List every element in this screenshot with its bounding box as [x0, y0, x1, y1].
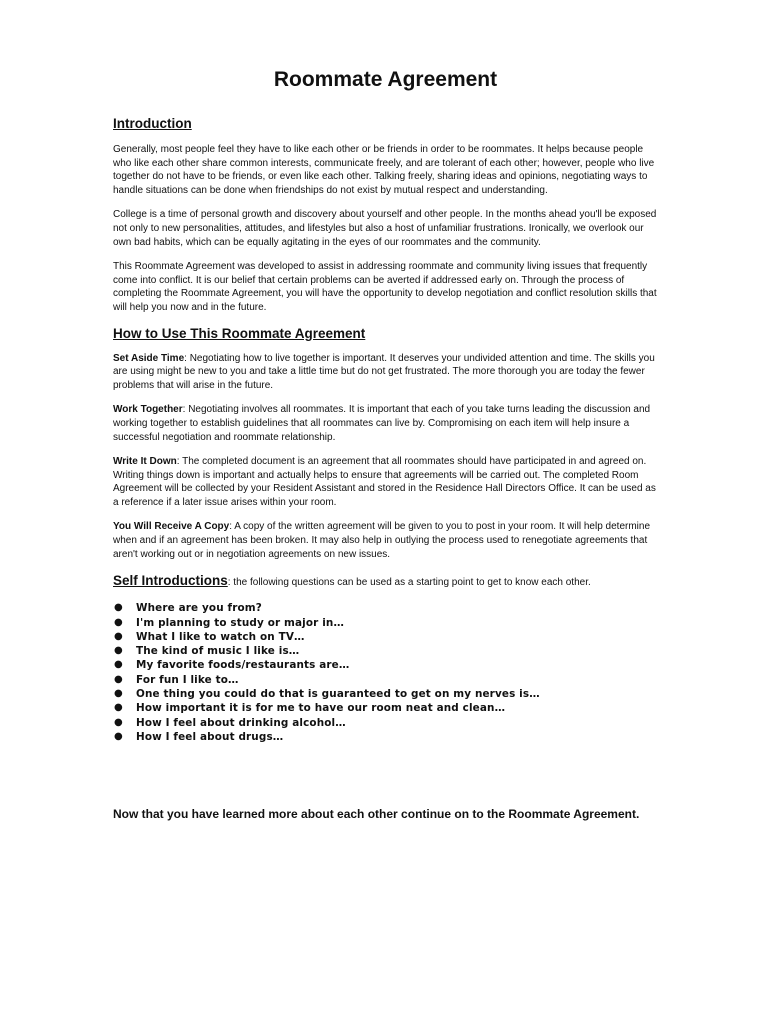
- introduction-heading: Introduction: [113, 116, 192, 131]
- self-introductions-intro: : the following questions can be used as a starting point to get to know each other.: [227, 577, 591, 589]
- bullet-dot: ●: [114, 630, 123, 642]
- bullet-dot: ●: [114, 673, 123, 685]
- self-introductions-heading: Self Introductions: [113, 573, 228, 589]
- question-text: For fun I like to…: [136, 673, 239, 686]
- tip-set-aside-time: [113, 352, 658, 393]
- question-text: Where are you from?: [136, 602, 262, 615]
- tip-lead: You Will Receive A Copy: [113, 521, 230, 533]
- list-item: [113, 601, 658, 615]
- bullet-dot: ●: [114, 702, 123, 714]
- question-text: My favorite foods/restaurants are…: [136, 659, 350, 672]
- question-text: The kind of music I like is…: [136, 645, 300, 658]
- list-item: [113, 716, 658, 730]
- bullet-dot: ●: [114, 688, 123, 700]
- document-page: [113, 66, 658, 822]
- tip-lead: Work Together: [113, 404, 183, 416]
- self-introduction-questions: [113, 601, 658, 744]
- list-item: [113, 730, 658, 744]
- list-item: [113, 687, 658, 701]
- tip-lead: Set Aside Time: [113, 352, 185, 364]
- tip-text: : Negotiating how to live together is important. It deserves your undivided attention and time. The skills you are using might be new to you and take a little time but do not get frustrated. The more thorough you are today the fewer problems that will arise in the future.: [113, 352, 655, 391]
- question-text: What I like to watch on TV…: [136, 630, 305, 643]
- list-item: [113, 658, 658, 672]
- list-item: [113, 616, 658, 630]
- tip-write-it-down: [113, 455, 658, 509]
- intro-paragraph-3: This Roommate Agreement was developed to assist in addressing roommate and community living issues that frequently come into conflict. It is our belief that certain problems can be averted if addressed early on. Through the process of completing the Roommate Agreement, you will have the opportunity to develop negotiation and conflict resolution skills that will help you now and in the future.: [113, 261, 657, 313]
- intro-paragraph-2: College is a time of personal growth and discovery about yourself and other people. In the months ahead you'll be exposed not only to new personalities, attitudes, and lifestyles but also a host of unfamiliar frustrations. Ironically, we overlook our own bad habits, which can be equally agitating in the eyes of our roommates and the community.: [113, 209, 657, 248]
- closing-statement: Now that you have learned more about each other continue on to the Roommate Agreement.: [113, 807, 640, 822]
- question-text: How important it is for me to have our room neat and clean…: [136, 702, 506, 715]
- tip-lead: Write It Down: [113, 456, 177, 468]
- page-title: Roommate Agreement: [273, 68, 498, 91]
- question-text: How I feel about drugs…: [136, 730, 284, 743]
- list-item: [113, 644, 658, 658]
- tip-receive-copy: [113, 520, 658, 561]
- bullet-dot: ●: [114, 645, 123, 657]
- tip-work-together: [113, 403, 658, 444]
- tip-text: : Negotiating involves all roommates. It is important that each of you take turns leading the discussion and working together to establish guidelines that all roommates can live by. Compromising on each item will help insure a successful negotiation and roommate relationship.: [113, 404, 651, 443]
- bullet-dot: ●: [114, 659, 123, 671]
- bullet-dot: ●: [114, 616, 123, 628]
- bullet-dot: ●: [114, 602, 123, 614]
- bullet-dot: ●: [114, 716, 123, 728]
- tip-text: : The completed document is an agreement that all roommates should have participated in and agreed on. Writing things down is important and actually helps to ensure that agreements will be carried out. The completed Room Agreement will be collected by your Resident Assistant and stored in the Residence Hall Directors Office. It can be used as a reference if a later issue arises within your room.: [113, 456, 656, 508]
- question-text: One thing you could do that is guaranteed to get on my nerves is…: [136, 688, 540, 701]
- question-text: How I feel about drinking alcohol…: [136, 716, 346, 729]
- self-introductions-row: [113, 572, 658, 592]
- how-to-use-heading: How to Use This Roommate Agreement: [113, 325, 366, 341]
- list-item: [113, 630, 658, 644]
- list-item: [113, 701, 658, 715]
- intro-paragraph-1: Generally, most people feel they have to like each other or be friends in order to be roommates. It helps because people who like each other share common interests, communicate freely, and are tolerant of each other; however, people who live together do not have to be friends, or even like each other. Talking freely, sharing ideas and opinions, negotiating ways to handle situations can be done when friendships do not exist by mutual respect and understanding.: [113, 144, 655, 196]
- list-item: [113, 673, 658, 687]
- tip-text: : A copy of the written agreement will be given to you to post in your room. It will help determine when and if an agreement has been broken. It may also help in outlying the process used to renegotiate agreements that aren't working out or in negotiation agreements on new issues.: [113, 521, 651, 560]
- bullet-dot: ●: [114, 730, 123, 742]
- question-text: I'm planning to study or major in…: [136, 616, 345, 629]
